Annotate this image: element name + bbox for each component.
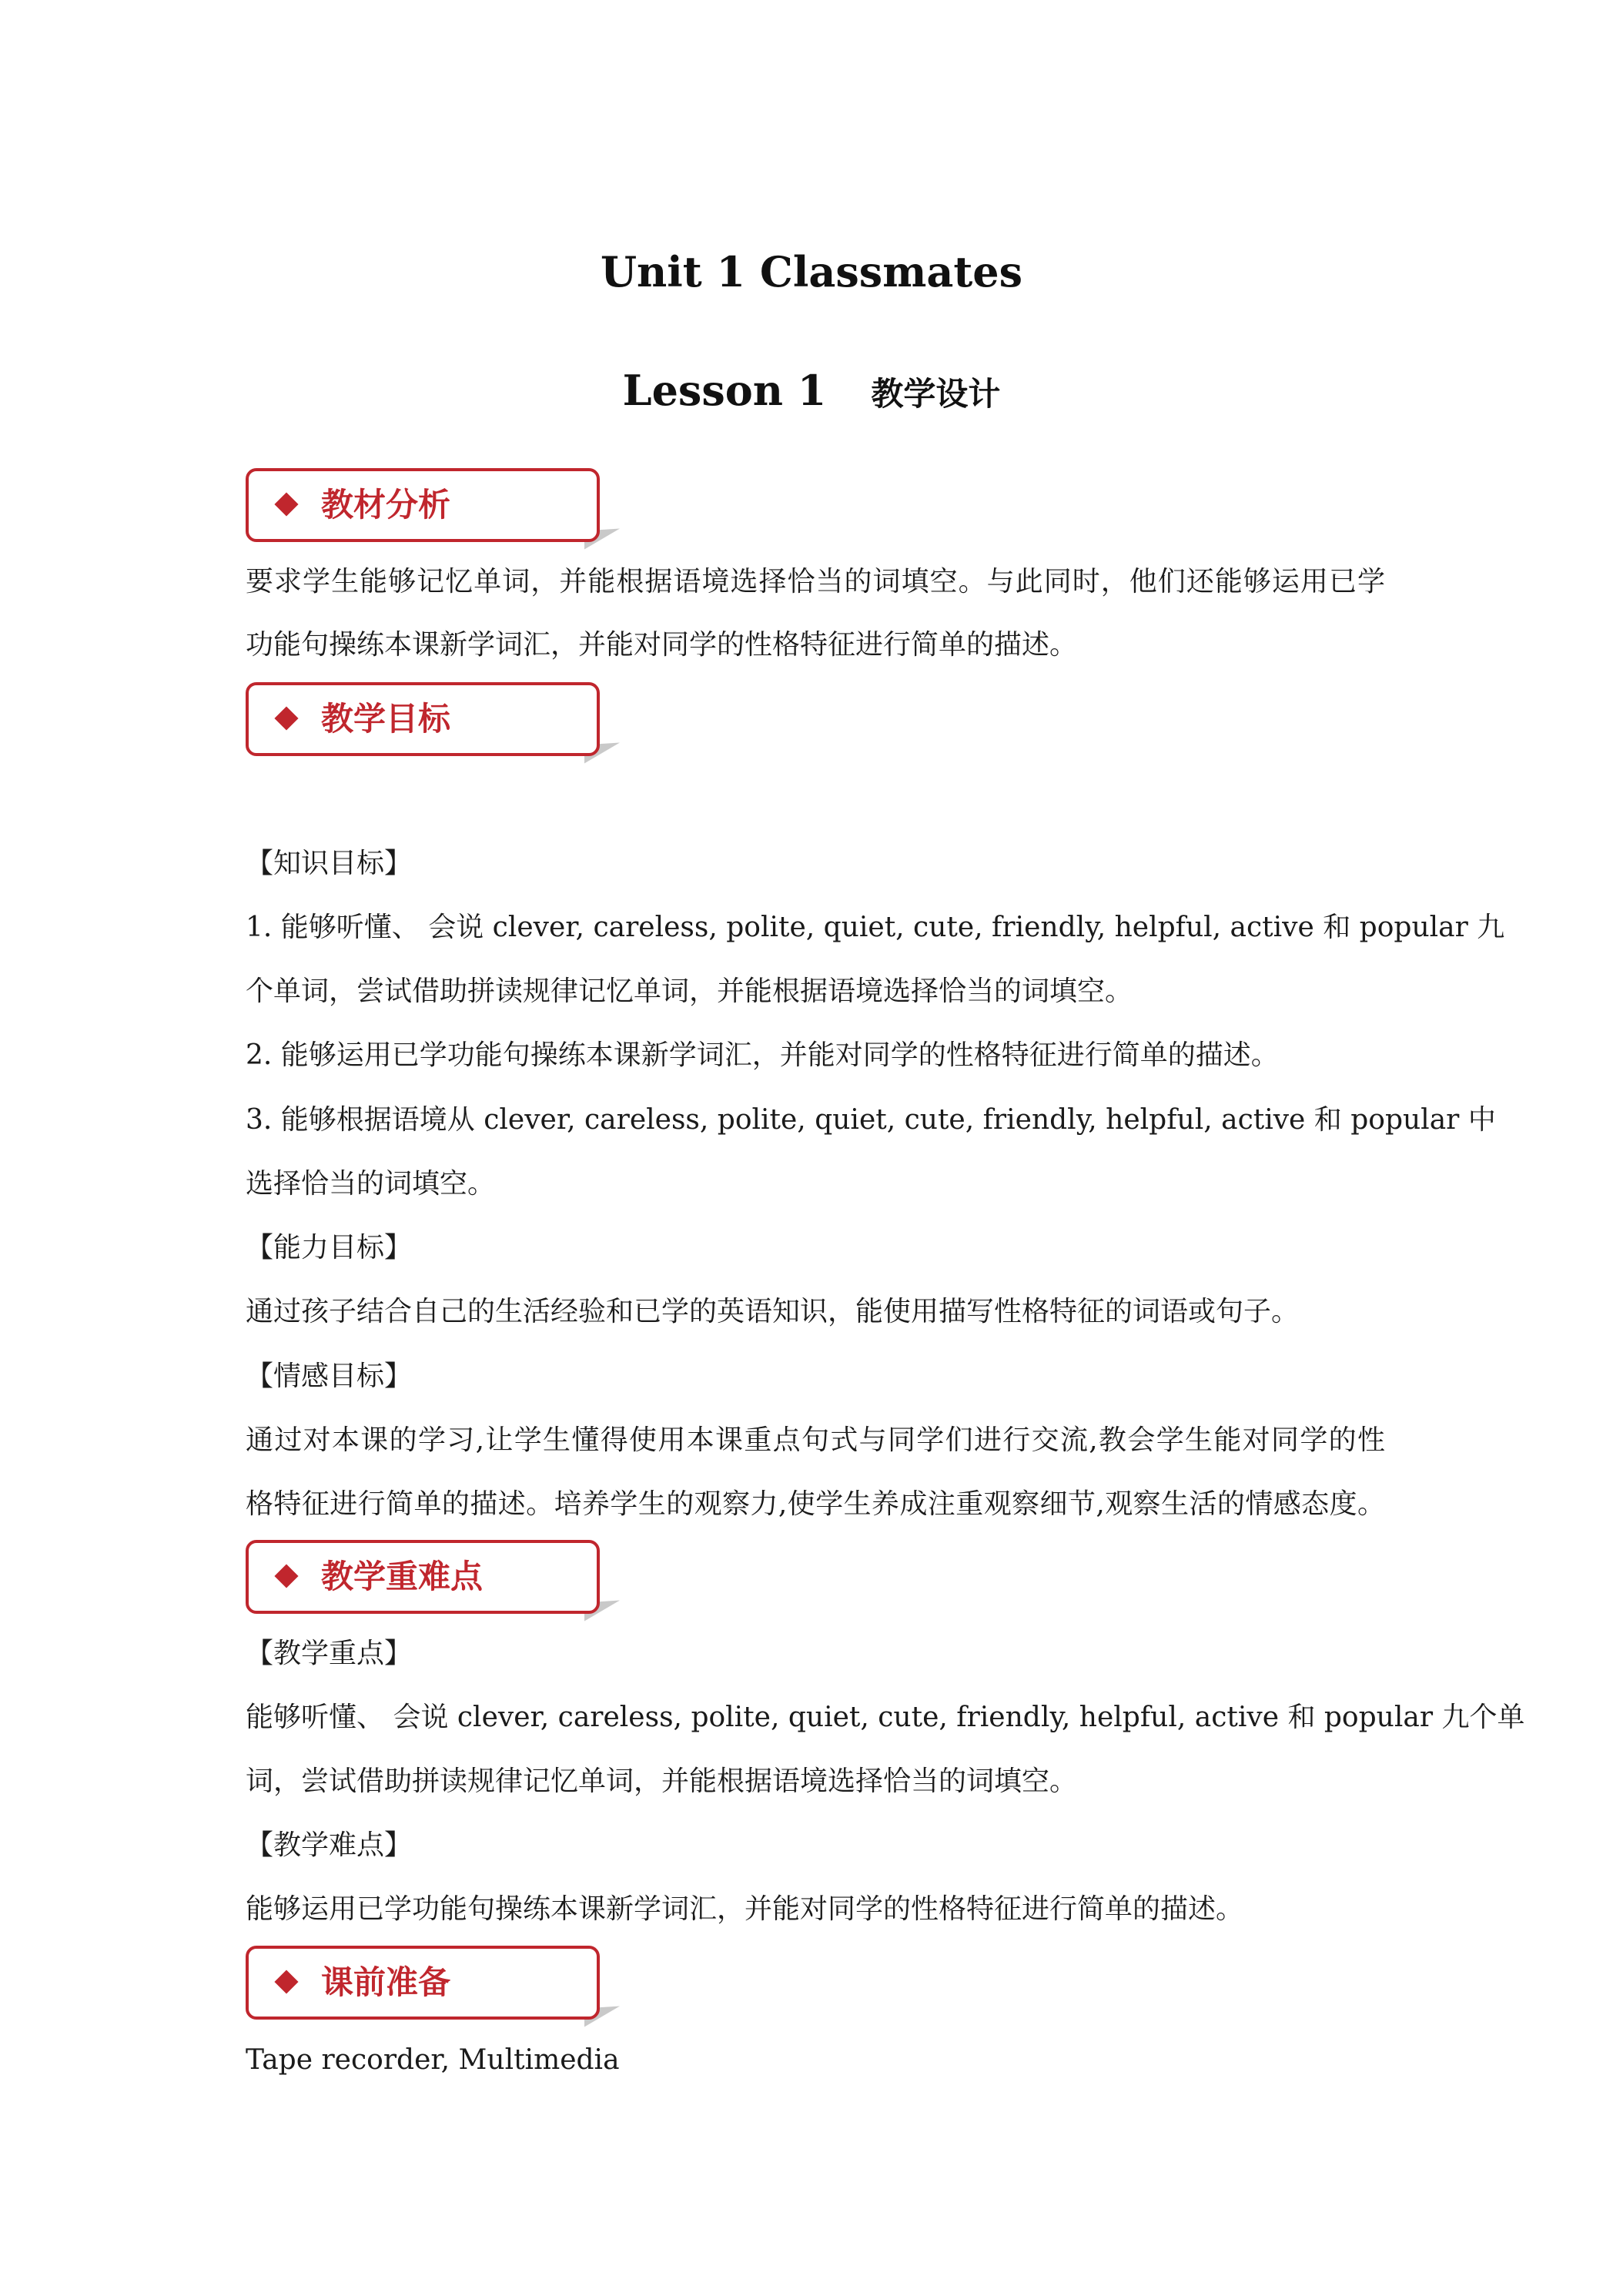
difficult-line-1: 能够运用已学功能句操练本课新学词汇，并能对同学的性格特征进行简单的描述。 bbox=[246, 1893, 1244, 1925]
lesson-title bbox=[0, 363, 1623, 421]
section-header-key-points bbox=[246, 1540, 600, 1614]
key-line-1: 能够听懂、 会说 clever, careless, polite, quiet, cute, friendly, helpful, active 和 popular 九个单 bbox=[246, 1702, 1525, 1733]
knowledge-heading: 【知识目标】 bbox=[246, 848, 413, 879]
key-heading: 【教学重点】 bbox=[246, 1638, 413, 1669]
emotion-heading: 【情感目标】 bbox=[246, 1361, 413, 1392]
emotion-line-2: 格特征进行简单的描述。培养学生的观察力,使学生养成注重观察细节,观察生活的情感态度。 bbox=[246, 1488, 1385, 1520]
knowledge-line-2: 个单词，尝试借助拼读规律记忆单词，并能根据语境选择恰当的词填空。 bbox=[246, 976, 1133, 1007]
section-label: 教学目标 bbox=[321, 700, 451, 738]
document-title: Unit 1 Classmates bbox=[600, 247, 1023, 296]
section-label: 教材分析 bbox=[321, 486, 451, 524]
analysis-line-1: 要求学生能够记忆单词，并能根据语境选择恰当的词填空。与此同时，他们还能够运用已学 bbox=[246, 566, 1385, 597]
key-line-2: 词，尝试借助拼读规律记忆单词，并能根据语境选择恰当的词填空。 bbox=[246, 1766, 1078, 1797]
section-header-objectives bbox=[246, 682, 600, 756]
section-label: 课前准备 bbox=[321, 1963, 451, 2001]
lesson-number: Lesson 1 bbox=[622, 366, 827, 415]
ability-heading: 【能力目标】 bbox=[246, 1232, 413, 1263]
ability-line-1: 通过孩子结合自己的生活经验和已学的英语知识，能使用描写性格特征的词语或句子。 bbox=[246, 1296, 1300, 1327]
difficult-heading: 【教学难点】 bbox=[246, 1829, 413, 1861]
knowledge-line-3: 2. 能够运用已学功能句操练本课新学词汇，并能对同学的性格特征进行简单的描述。 bbox=[246, 1039, 1279, 1071]
knowledge-line-1: 1. 能够听懂、 会说 clever, careless, polite, quiet, cute, friendly, helpful, active 和 popular 九 bbox=[246, 912, 1505, 943]
section-header-preparation bbox=[246, 1946, 600, 2020]
section-label: 教学重难点 bbox=[321, 1558, 484, 1595]
knowledge-line-5: 选择恰当的词填空。 bbox=[246, 1168, 496, 1200]
section-header-analysis bbox=[246, 468, 600, 542]
analysis-line-2: 功能句操练本课新学词汇，并能对同学的性格特征进行简单的描述。 bbox=[246, 629, 1078, 661]
lesson-design-label: 教学设计 bbox=[871, 375, 1001, 413]
knowledge-line-4: 3. 能够根据语境从 clever, careless, polite, quiet, cute, friendly, helpful, active 和 popular 中 bbox=[246, 1104, 1496, 1136]
emotion-line-1: 通过对本课的学习,让学生懂得使用本课重点句式与同学们进行交流,教会学生能对同学的性 bbox=[246, 1424, 1385, 1456]
preparation-line-1: Tape recorder, Multimedia bbox=[246, 2044, 620, 2076]
